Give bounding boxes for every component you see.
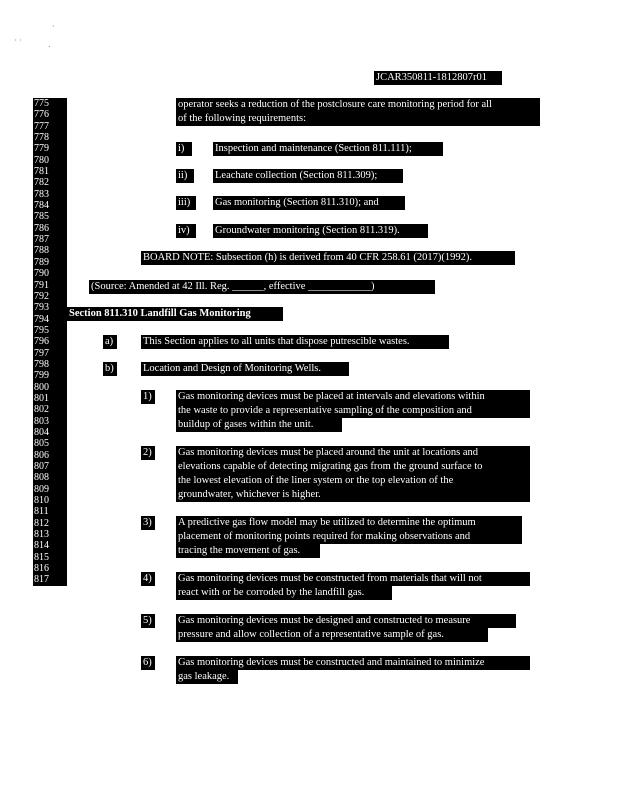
- item-5-line: pressure and allow collection of a representative sample of gas.: [176, 628, 488, 642]
- line-number: 797: [34, 347, 49, 359]
- list-item-ii: Leachate collection (Section 811.309);: [213, 169, 403, 183]
- intro-line-1: operator seeks a reduction of the postclosure care monitoring period for all: [176, 98, 540, 112]
- subsection-a-text: This Section applies to all units that dispose putrescible wastes.: [141, 335, 449, 349]
- line-number: 786: [34, 222, 49, 234]
- subsection-a-marker: a): [103, 335, 117, 349]
- item-2-line: elevations capable of detecting migrating gas from the ground surface to: [176, 460, 530, 474]
- list-marker-i: i): [176, 142, 192, 156]
- line-number: 787: [34, 234, 49, 246]
- item-1-marker: 1): [141, 390, 155, 404]
- item-1-line: Gas monitoring devices must be placed at intervals and elevations within: [176, 390, 530, 404]
- line-number: 794: [34, 313, 49, 325]
- list-item-iii: Gas monitoring (Section 811.310); and: [213, 196, 405, 210]
- line-number: 811: [34, 506, 49, 518]
- line-number: 795: [34, 324, 49, 336]
- item-6-line: Gas monitoring devices must be constructed and maintained to minimize: [176, 656, 530, 670]
- item-3-marker: 3): [141, 516, 155, 530]
- subsection-b-text: Location and Design of Monitoring Wells.: [141, 362, 349, 376]
- item-2-line: groundwater, whichever is higher.: [176, 488, 530, 502]
- line-number: 777: [34, 120, 49, 132]
- line-number: 813: [34, 529, 49, 541]
- item-5-marker: 5): [141, 614, 155, 628]
- list-marker-iv: iv): [176, 224, 196, 238]
- scan-speck: ·: [52, 22, 55, 31]
- item-4-marker: 4): [141, 572, 155, 586]
- line-number: 800: [34, 381, 49, 393]
- item-2-marker: 2): [141, 446, 155, 460]
- item-3-line: A predictive gas flow model may be utilized to determine the optimum: [176, 516, 522, 530]
- item-4-line: react with or be corroded by the landfill gas.: [176, 586, 392, 600]
- line-number: 802: [34, 404, 49, 416]
- item-2-line: Gas monitoring devices must be placed around the unit at locations and: [176, 446, 530, 460]
- line-number: 789: [34, 256, 49, 268]
- line-number: 812: [34, 517, 49, 529]
- line-number: 816: [34, 563, 49, 575]
- line-number: 801: [34, 392, 49, 404]
- line-number: 785: [34, 211, 49, 223]
- list-marker-ii: ii): [176, 169, 194, 183]
- list-marker-iii: iii): [176, 196, 196, 210]
- line-number: 810: [34, 495, 49, 507]
- line-number: 798: [34, 358, 49, 370]
- line-number: 784: [34, 200, 49, 212]
- line-number: 814: [34, 540, 49, 552]
- line-number: 792: [34, 290, 49, 302]
- line-number: 793: [34, 302, 49, 314]
- board-note: BOARD NOTE: Subsection (h) is derived from 40 CFR 258.61 (2017)(1992).: [141, 251, 515, 265]
- item-5-line: Gas monitoring devices must be designed and constructed to measure: [176, 614, 516, 628]
- line-number: 780: [34, 154, 49, 166]
- line-number: 805: [34, 438, 49, 450]
- subsection-b-marker: b): [103, 362, 117, 376]
- scan-speck: · ·: [14, 36, 22, 45]
- document-id: JCAR350811-1812807r01: [374, 71, 502, 85]
- line-number: 804: [34, 426, 49, 438]
- line-number-column: [33, 98, 67, 586]
- line-number: 778: [34, 132, 49, 144]
- scan-speck: .: [48, 40, 51, 49]
- line-number: 781: [34, 166, 49, 178]
- line-number: 799: [34, 370, 49, 382]
- line-number: 779: [34, 143, 49, 155]
- line-number: 790: [34, 268, 49, 280]
- item-2-line: the lowest elevation of the liner system or the top elevation of the: [176, 474, 530, 488]
- line-number: 809: [34, 483, 49, 495]
- line-number: 808: [34, 472, 49, 484]
- line-number: 791: [34, 279, 49, 291]
- line-number: 807: [34, 461, 49, 472]
- line-number: 817: [34, 574, 49, 586]
- line-number: 803: [34, 415, 49, 427]
- item-4-line: Gas monitoring devices must be constructed from materials that will not: [176, 572, 530, 586]
- line-number: 815: [34, 551, 49, 563]
- list-item-i: Inspection and maintenance (Section 811.111);: [213, 142, 443, 156]
- source-note: (Source: Amended at 42 Ill. Reg. ______, effective ____________): [89, 280, 435, 294]
- item-3-line: tracing the movement of gas.: [176, 544, 320, 558]
- list-item-iv: Groundwater monitoring (Section 811.319).: [213, 224, 428, 238]
- line-number: 775: [34, 98, 49, 109]
- intro-line-2: of the following requirements:: [176, 112, 540, 126]
- line-number: 782: [34, 177, 49, 189]
- item-1-line: the waste to provide a representative sampling of the composition and: [176, 404, 530, 418]
- item-6-marker: 6): [141, 656, 155, 670]
- line-number: 806: [34, 449, 49, 461]
- item-1-line: buildup of gases within the unit.: [176, 418, 342, 432]
- line-number: 788: [34, 245, 49, 257]
- item-3-line: placement of monitoring points required for making observations and: [176, 530, 522, 544]
- item-6-line: gas leakage.: [176, 670, 238, 684]
- line-number: 783: [34, 188, 49, 200]
- line-number: 796: [34, 336, 49, 348]
- section-heading: Section 811.310 Landfill Gas Monitoring: [67, 307, 283, 321]
- line-number: 776: [34, 109, 49, 121]
